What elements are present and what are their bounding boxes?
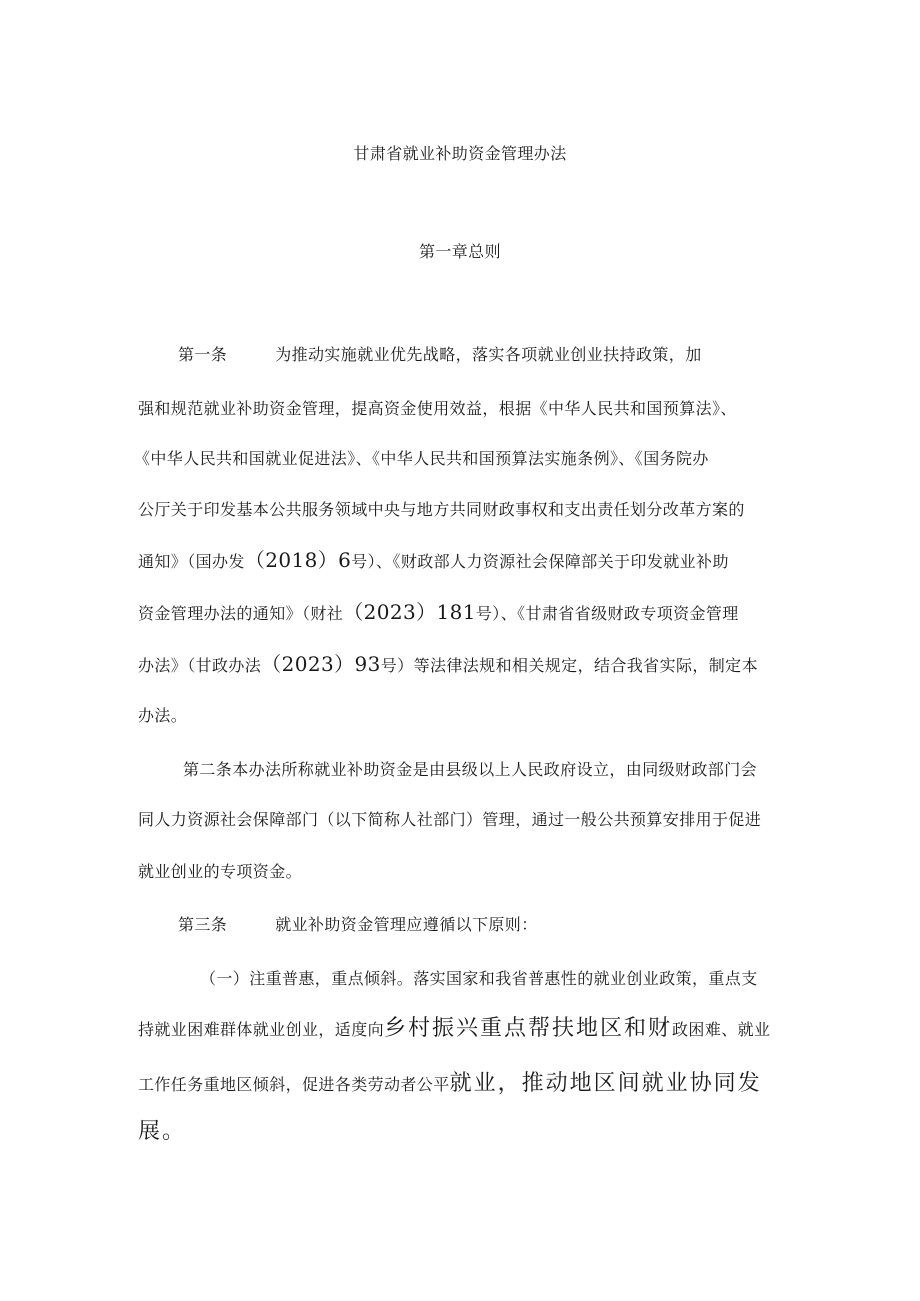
article-1-line-5-a: 通知》（国办发 [138, 552, 245, 571]
article-1-line-3: 《中华人民共和国就业促进法》、《中华人民共和国预算法实施条例》、《国务院办 [134, 449, 709, 468]
article-1-line-7 [138, 653, 758, 677]
chapter-heading: 第一章总则 [418, 242, 501, 261]
article-3-line-1 [178, 914, 538, 936]
article-1-line-7-number: （2023）93 [261, 652, 381, 676]
article-1-line-7-c: 号）等法律法规和相关规定，结合我省实际，制定本 [380, 656, 758, 675]
item-1-line-3-emphasis: 就业，推动地区间就业协同发 [449, 1071, 762, 1096]
article-1-text: 为推动实施就业优先战略，落实各项就业创业扶持政策，加 [275, 345, 702, 364]
article-1-line-6-a: 资金管理办法的通知》（财社 [138, 604, 344, 623]
article-2-line-2: 同人力资源社会保障部门（以下简称人社部门）管理，通过一般公共预算安排用于促进 [138, 810, 762, 829]
article-1-line-6-c: 号）、《甘肃省省级财政专项资金管理 [475, 604, 739, 623]
item-1-line-2-a: 持就业困难群体就业创业，适度向 [138, 1020, 385, 1039]
item-1-line-3-a: 工作任务重地区倾斜，促进各类劳动者公平 [138, 1075, 450, 1094]
article-1-line-6-number: （2023）181 [343, 600, 476, 624]
article-1-line-5-c: 号）、《财政部人力资源社会保障部关于印发就业补助 [351, 552, 729, 571]
item-1-line-2 [138, 1018, 770, 1041]
article-1-line-8: 办法。 [138, 706, 188, 725]
item-1-line-3 [138, 1073, 762, 1096]
article-1-line-6 [138, 601, 739, 625]
article-1-line-5-number: （2018）6 [244, 548, 352, 572]
article-1-line-4: 公厅关于印发基本公共服务领域中央与地方共同财政事权和支出责任划分改革方案的 [138, 500, 745, 519]
article-1-line-7-a: 办法》（甘政办法 [138, 656, 262, 675]
item-1-line-2-c: 政困难、就业 [672, 1020, 771, 1039]
page-title: 甘肃省就业补助资金管理办法 [353, 144, 567, 163]
article-1-line-1 [178, 344, 702, 366]
article-1-line-2: 强和规范就业补助资金管理，提高资金使用效益，根据《中华人民共和国预算法》、 [138, 399, 737, 418]
article-3-label: 第三条 [178, 915, 228, 934]
article-2-line-3: 就业创业的专项资金。 [138, 862, 303, 881]
article-1-label: 第一条 [178, 345, 228, 364]
article-2-line-1: 第二条本办法所称就业补助资金是由县级以上人民政府设立，由同级财政部门会 [183, 760, 758, 779]
article-1-line-5 [138, 549, 729, 573]
item-1-line-4: 展。 [138, 1119, 187, 1144]
article-3-text: 就业补助资金管理应遵循以下原则： [275, 915, 538, 934]
item-1-line-1: （一）注重普惠，重点倾斜。落实国家和我省普惠性的就业创业政策，重点支 [200, 969, 758, 988]
item-1-line-2-emphasis: 乡村振兴重点帮扶地区和财 [384, 1016, 673, 1041]
